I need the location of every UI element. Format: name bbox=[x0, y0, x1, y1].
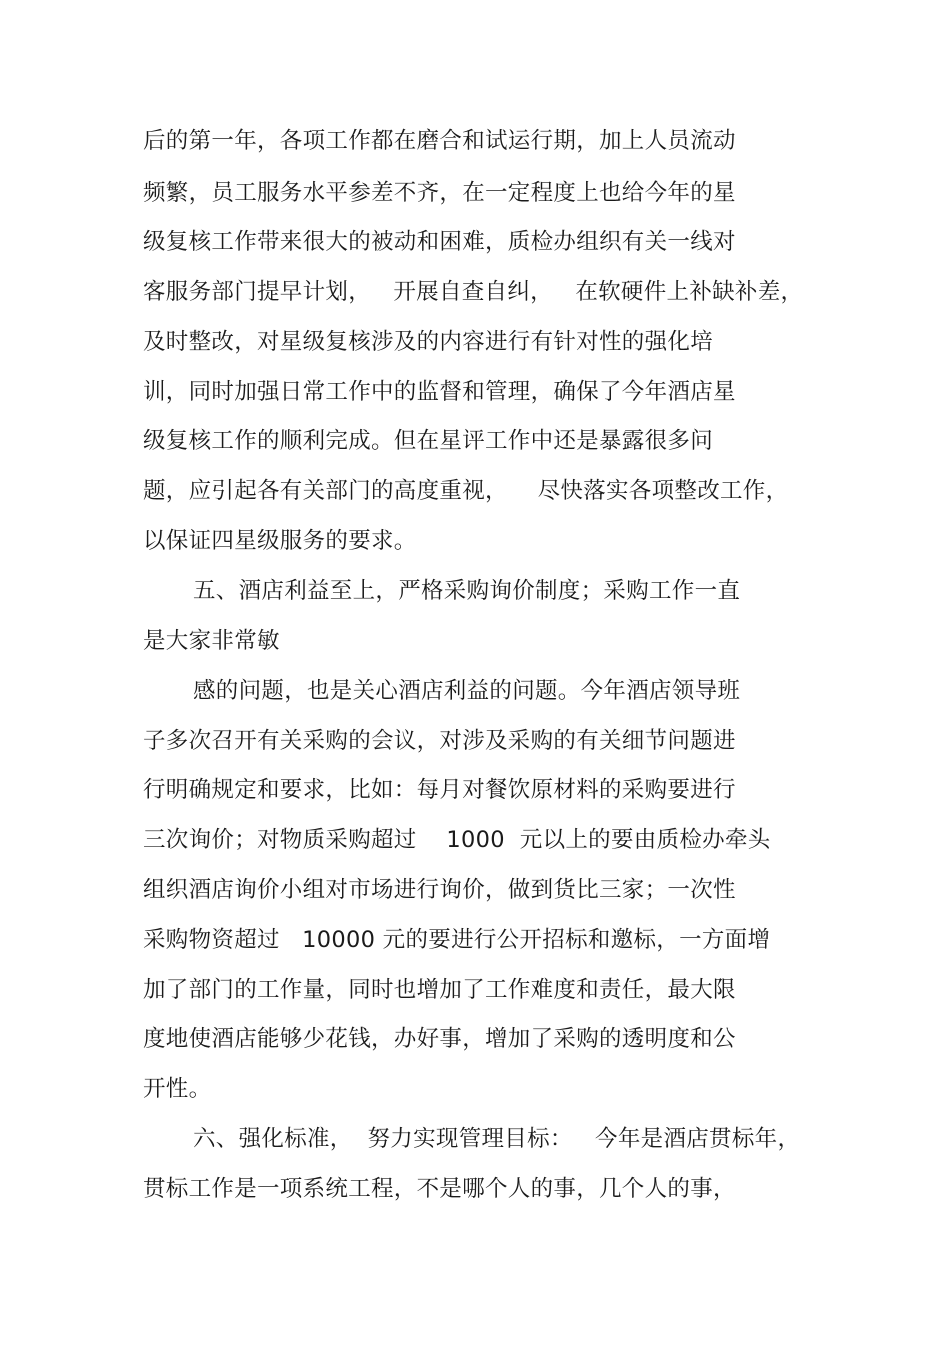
paragraph-line: 三次询价；对物质采购超过 1000 元以上的要由质检办牵头 bbox=[143, 827, 771, 853]
paragraph-line: 题，应引起各有关部门的高度重视， 尽快落实各项整改工作， bbox=[143, 478, 789, 504]
paragraph-line: 是大家非常敏 bbox=[143, 628, 280, 654]
paragraph-line: 采购物资超过 10000 元的要进行公开招标和邀标，一方面增 bbox=[143, 927, 771, 953]
paragraph-line: 度地使酒店能够少花钱，办好事，增加了采购的透明度和公 bbox=[143, 1026, 736, 1052]
paragraph-line: 贯标工作是一项系统工程，不是哪个人的事，几个人的事， bbox=[143, 1176, 736, 1202]
paragraph-line: 及时整改，对星级复核涉及的内容进行有针对性的强化培 bbox=[143, 329, 714, 355]
paragraph-line: 级复核工作的顺利完成。但在星评工作中还是暴露很多问 bbox=[143, 428, 714, 454]
paragraph-line: 后的第一年，各项工作都在磨合和试运行期，加上人员流动 bbox=[143, 128, 736, 154]
paragraph-line: 感的问题，也是关心酒店利益的问题。今年酒店领导班 bbox=[193, 678, 741, 704]
paragraph-line: 加了部门的工作量，同时也增加了工作难度和责任，最大限 bbox=[143, 977, 736, 1003]
paragraph-line: 开性。 bbox=[143, 1076, 212, 1102]
paragraph-line: 子多次召开有关采购的会议，对涉及采购的有关细节问题进 bbox=[143, 728, 736, 754]
paragraph-line: 组织酒店询价小组对市场进行询价，做到货比三家；一次性 bbox=[143, 877, 736, 903]
paragraph-line: 以保证四星级服务的要求。 bbox=[143, 528, 417, 554]
section-heading-line: 五、酒店利益至上，严格采购询价制度；采购工作一直 bbox=[193, 578, 741, 604]
paragraph-line: 行明确规定和要求，比如：每月对餐饮原材料的采购要进行 bbox=[143, 777, 736, 803]
paragraph-line: 客服务部门提早计划， 开展自查自纠， 在软硬件上补缺补差， bbox=[143, 279, 804, 305]
section-heading-line: 六、强化标准， 努力实现管理目标： 今年是酒店贯标年， bbox=[193, 1126, 801, 1152]
paragraph-line: 训，同时加强日常工作中的监督和管理，确保了今年酒店星 bbox=[143, 379, 736, 405]
paragraph-line: 级复核工作带来很大的被动和困难，质检办组织有关一线对 bbox=[143, 229, 736, 255]
paragraph-line: 频繁，员工服务水平参差不齐，在一定程度上也给今年的星 bbox=[143, 180, 736, 206]
